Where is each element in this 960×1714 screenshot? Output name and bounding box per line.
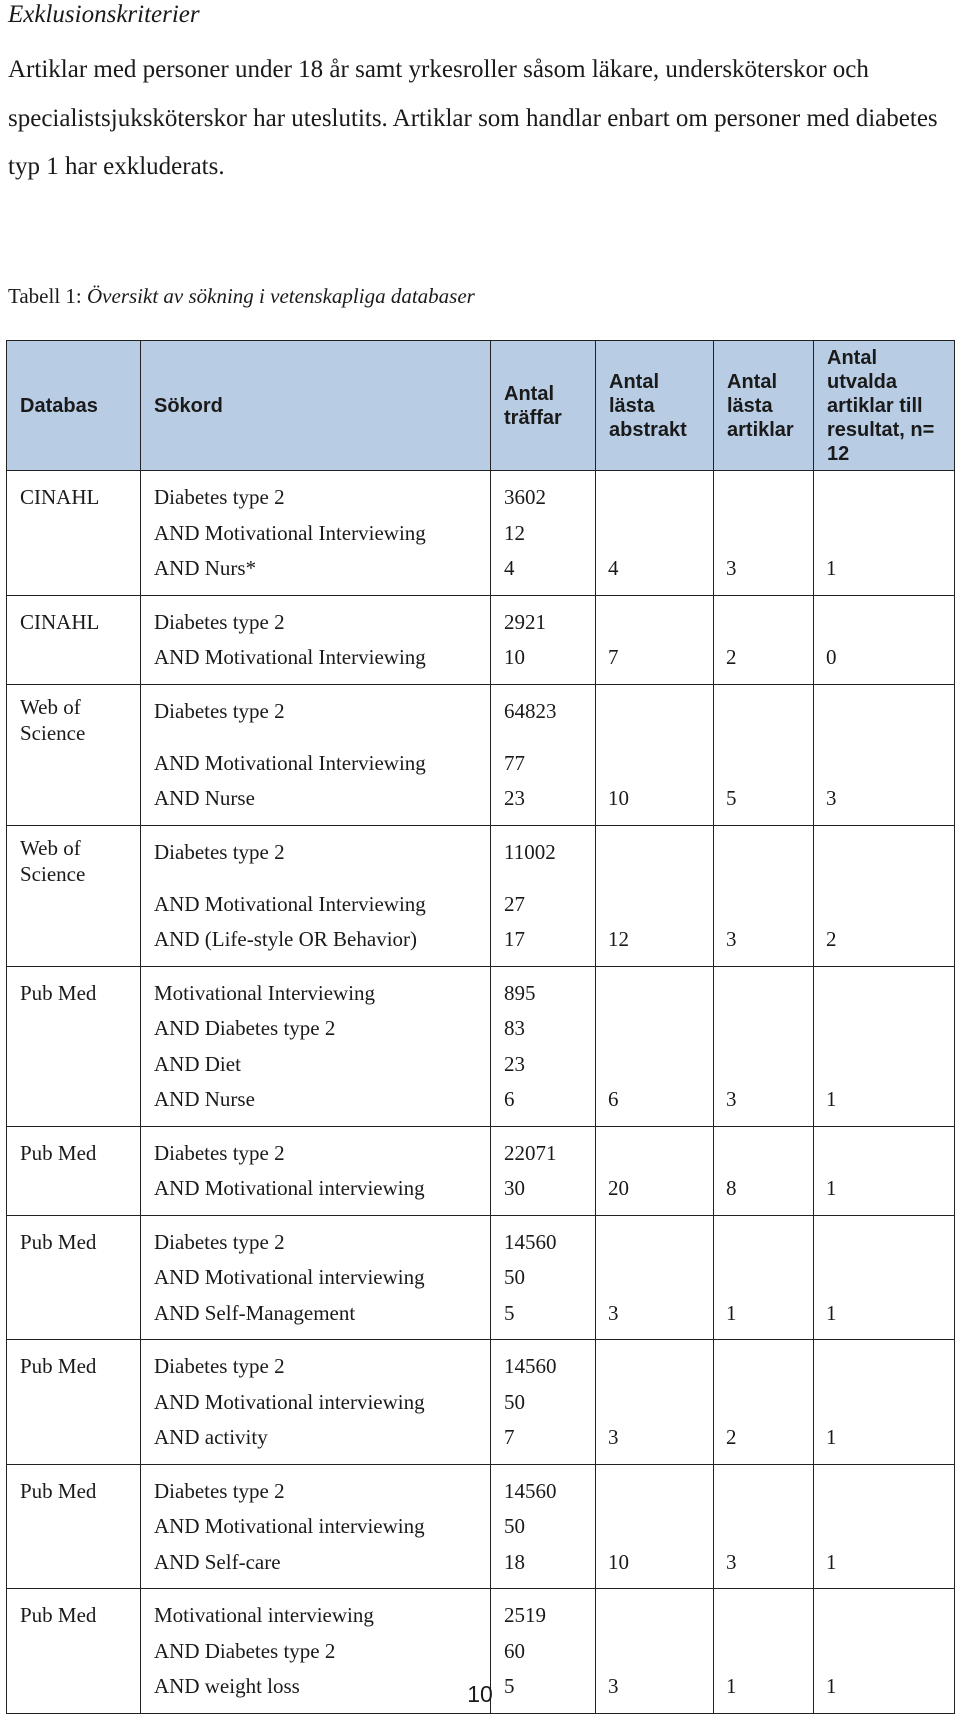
table-row (7, 1464, 955, 1509)
selected-cell: 3 (814, 781, 955, 825)
database-cell: Pub Med (7, 1464, 141, 1509)
search-term-cell: Motivational interviewing (141, 1589, 491, 1634)
search-group (7, 595, 955, 684)
table-row (7, 1634, 955, 1670)
page-number: 10 (467, 1681, 493, 1707)
selected-cell (814, 966, 955, 1011)
table-row (7, 684, 955, 746)
hits-cell: 64823 (491, 684, 596, 746)
selected-cell: 1 (814, 1420, 955, 1464)
table-row (7, 1589, 955, 1634)
abstracts-cell (596, 1340, 714, 1385)
database-cell: Web of Science (7, 684, 141, 746)
selected-cell: 1 (814, 1669, 955, 1713)
table-row (7, 781, 955, 825)
abstracts-cell (596, 595, 714, 640)
selected-cell (814, 1215, 955, 1260)
abstracts-cell (596, 1385, 714, 1421)
abstracts-cell (596, 516, 714, 552)
hits-cell: 17 (491, 922, 596, 966)
abstracts-cell (596, 684, 714, 746)
hits-cell: 5 (491, 1669, 596, 1713)
table-row (7, 516, 955, 552)
articles-cell (714, 746, 814, 782)
database-cell (7, 1634, 141, 1670)
selected-cell (814, 746, 955, 782)
section-heading: Exklusionskriterier (8, 1, 200, 28)
search-term-cell: AND Self-care (141, 1545, 491, 1589)
abstracts-cell: 10 (596, 1545, 714, 1589)
selected-cell (814, 1509, 955, 1545)
selected-cell (814, 1047, 955, 1083)
selected-cell: 1 (814, 1171, 955, 1215)
search-term-cell: AND Motivational interviewing (141, 1509, 491, 1545)
database-cell (7, 516, 141, 552)
search-group (7, 966, 955, 1126)
search-group (7, 1126, 955, 1215)
abstracts-cell (596, 825, 714, 887)
database-cell (7, 551, 141, 595)
table-row (7, 551, 955, 595)
header-sokord: Sökord (141, 341, 491, 471)
abstracts-cell (596, 887, 714, 923)
articles-cell (714, 887, 814, 923)
hits-cell: 14560 (491, 1464, 596, 1509)
selected-cell (814, 1634, 955, 1670)
search-term-cell: AND weight loss (141, 1669, 491, 1713)
table-row (7, 1509, 955, 1545)
database-cell: CINAHL (7, 471, 141, 516)
table-row (7, 1215, 955, 1260)
search-term-cell: AND Motivational Interviewing (141, 887, 491, 923)
selected-cell: 2 (814, 922, 955, 966)
search-term-cell: Diabetes type 2 (141, 1215, 491, 1260)
abstracts-cell (596, 1047, 714, 1083)
search-group (7, 684, 955, 825)
table-row (7, 1082, 955, 1126)
hits-cell: 60 (491, 1634, 596, 1670)
search-term-cell: AND Motivational interviewing (141, 1385, 491, 1421)
hits-cell: 11002 (491, 825, 596, 887)
caption-title: Översikt av sökning i vetenskapliga databaser (87, 284, 475, 308)
selected-cell: 1 (814, 551, 955, 595)
search-term-cell: AND Self-Management (141, 1296, 491, 1340)
database-cell (7, 1047, 141, 1083)
selected-cell (814, 1464, 955, 1509)
abstracts-cell (596, 1464, 714, 1509)
articles-cell: 3 (714, 1082, 814, 1126)
table-row (7, 471, 955, 516)
hits-cell: 83 (491, 1011, 596, 1047)
hits-cell: 4 (491, 551, 596, 595)
articles-cell (714, 1464, 814, 1509)
search-term-cell: AND Motivational Interviewing (141, 746, 491, 782)
database-cell: Pub Med (7, 966, 141, 1011)
database-cell (7, 887, 141, 923)
selected-cell (814, 1385, 955, 1421)
header-utvalda: Antal utvalda artiklar till resultat, n= 12 (814, 341, 955, 471)
database-cell (7, 1385, 141, 1421)
articles-cell (714, 1260, 814, 1296)
table-row (7, 1171, 955, 1215)
database-cell: Pub Med (7, 1215, 141, 1260)
hits-cell: 22071 (491, 1126, 596, 1171)
search-term-cell: AND activity (141, 1420, 491, 1464)
database-cell (7, 1082, 141, 1126)
search-term-cell: Motivational Interviewing (141, 966, 491, 1011)
header-row (7, 341, 955, 471)
search-term-cell: AND Nurs* (141, 551, 491, 595)
search-term-cell: AND Nurse (141, 1082, 491, 1126)
database-cell (7, 640, 141, 684)
search-term-cell: AND Nurse (141, 781, 491, 825)
database-cell (7, 1260, 141, 1296)
table-row (7, 640, 955, 684)
hits-cell: 23 (491, 1047, 596, 1083)
exclusion-paragraph: Artiklar med personer under 18 år samt yrkesroller såsom läkare, undersköterskor och specialistsjuksköterskor har uteslutits. Artiklar som handlar enbart om personer med diabetes typ 1 har exkluderats. (8, 56, 938, 180)
abstracts-cell: 7 (596, 640, 714, 684)
hits-cell: 2921 (491, 595, 596, 640)
selected-cell (814, 1340, 955, 1385)
articles-cell: 2 (714, 640, 814, 684)
hits-cell: 10 (491, 640, 596, 684)
hits-cell: 27 (491, 887, 596, 923)
database-cell (7, 1171, 141, 1215)
header-artiklar: Antal lästa artiklar (714, 341, 814, 471)
selected-cell (814, 825, 955, 887)
table-row (7, 966, 955, 1011)
articles-cell (714, 516, 814, 552)
selected-cell (814, 471, 955, 516)
hits-cell: 5 (491, 1296, 596, 1340)
selected-cell (814, 684, 955, 746)
selected-cell (814, 1011, 955, 1047)
search-group (7, 825, 955, 966)
database-cell: Web of Science (7, 825, 141, 887)
hits-cell: 7 (491, 1420, 596, 1464)
hits-cell: 30 (491, 1171, 596, 1215)
search-group (7, 471, 955, 596)
table-row (7, 1260, 955, 1296)
hits-cell: 18 (491, 1545, 596, 1589)
database-cell (7, 922, 141, 966)
articles-cell (714, 1385, 814, 1421)
database-cell (7, 1296, 141, 1340)
articles-cell: 1 (714, 1296, 814, 1340)
articles-cell (714, 1047, 814, 1083)
search-overview-table (6, 340, 955, 1714)
hits-cell: 895 (491, 966, 596, 1011)
articles-cell (714, 471, 814, 516)
search-term-cell: Diabetes type 2 (141, 471, 491, 516)
hits-cell: 3602 (491, 471, 596, 516)
table-caption (8, 282, 475, 310)
search-term-cell: Diabetes type 2 (141, 825, 491, 887)
table-row (7, 1340, 955, 1385)
table-row (7, 1047, 955, 1083)
articles-cell (714, 1340, 814, 1385)
table-row (7, 1545, 955, 1589)
selected-cell: 0 (814, 640, 955, 684)
search-term-cell: AND Motivational interviewing (141, 1260, 491, 1296)
search-term-cell: AND Diabetes type 2 (141, 1011, 491, 1047)
selected-cell (814, 1589, 955, 1634)
abstracts-cell: 3 (596, 1420, 714, 1464)
database-cell: Pub Med (7, 1589, 141, 1634)
search-term-cell: Diabetes type 2 (141, 595, 491, 640)
selected-cell: 1 (814, 1296, 955, 1340)
hits-cell: 6 (491, 1082, 596, 1126)
articles-cell (714, 966, 814, 1011)
hits-cell: 2519 (491, 1589, 596, 1634)
abstracts-cell (596, 1589, 714, 1634)
articles-cell: 8 (714, 1171, 814, 1215)
abstracts-cell (596, 1260, 714, 1296)
search-term-cell: Diabetes type 2 (141, 1464, 491, 1509)
hits-cell: 50 (491, 1260, 596, 1296)
articles-cell (714, 684, 814, 746)
search-group (7, 1340, 955, 1465)
articles-cell: 3 (714, 551, 814, 595)
header-traffar: Antal träffar (491, 341, 596, 471)
abstracts-cell (596, 1634, 714, 1670)
table-row (7, 1420, 955, 1464)
database-cell (7, 781, 141, 825)
search-term-cell: Diabetes type 2 (141, 684, 491, 746)
selected-cell (814, 1126, 955, 1171)
articles-cell (714, 1509, 814, 1545)
caption-label: Tabell 1: (8, 284, 82, 308)
search-term-cell: AND Diabetes type 2 (141, 1634, 491, 1670)
hits-cell: 14560 (491, 1340, 596, 1385)
abstracts-cell (596, 471, 714, 516)
database-cell (7, 1420, 141, 1464)
database-cell: Pub Med (7, 1340, 141, 1385)
search-term-cell: AND Diet (141, 1047, 491, 1083)
hits-cell: 50 (491, 1385, 596, 1421)
header-abstrakt: Antal lästa abstrakt (596, 341, 714, 471)
selected-cell: 1 (814, 1082, 955, 1126)
database-cell: Pub Med (7, 1126, 141, 1171)
abstracts-cell (596, 746, 714, 782)
hits-cell: 23 (491, 781, 596, 825)
abstracts-cell: 3 (596, 1669, 714, 1713)
articles-cell (714, 1215, 814, 1260)
hits-cell: 14560 (491, 1215, 596, 1260)
table-row (7, 1011, 955, 1047)
search-group (7, 1464, 955, 1589)
search-term-cell: Diabetes type 2 (141, 1340, 491, 1385)
table-row (7, 1296, 955, 1340)
abstracts-cell (596, 1126, 714, 1171)
selected-cell (814, 887, 955, 923)
articles-cell (714, 825, 814, 887)
search-group (7, 1215, 955, 1340)
abstracts-cell (596, 1509, 714, 1545)
selected-cell: 1 (814, 1545, 955, 1589)
articles-cell (714, 1011, 814, 1047)
search-term-cell: AND Motivational Interviewing (141, 516, 491, 552)
articles-cell (714, 1126, 814, 1171)
table-row (7, 595, 955, 640)
table-row (7, 887, 955, 923)
selected-cell (814, 1260, 955, 1296)
search-term-cell: Diabetes type 2 (141, 1126, 491, 1171)
abstracts-cell: 20 (596, 1171, 714, 1215)
search-term-cell: AND (Life-style OR Behavior) (141, 922, 491, 966)
articles-cell (714, 1634, 814, 1670)
abstracts-cell (596, 966, 714, 1011)
abstracts-cell: 3 (596, 1296, 714, 1340)
articles-cell: 2 (714, 1420, 814, 1464)
search-term-cell: AND Motivational Interviewing (141, 640, 491, 684)
table-row (7, 746, 955, 782)
table-row (7, 825, 955, 887)
abstracts-cell (596, 1215, 714, 1260)
selected-cell (814, 595, 955, 640)
articles-cell (714, 1589, 814, 1634)
table-row (7, 922, 955, 966)
articles-cell: 5 (714, 781, 814, 825)
table-row (7, 1385, 955, 1421)
articles-cell: 1 (714, 1669, 814, 1713)
hits-cell: 12 (491, 516, 596, 552)
hits-cell: 50 (491, 1509, 596, 1545)
abstracts-cell: 6 (596, 1082, 714, 1126)
database-cell: CINAHL (7, 595, 141, 640)
abstracts-cell: 12 (596, 922, 714, 966)
table-row (7, 1126, 955, 1171)
abstracts-cell (596, 1011, 714, 1047)
articles-cell: 3 (714, 922, 814, 966)
database-cell (7, 1011, 141, 1047)
database-cell (7, 1545, 141, 1589)
abstracts-cell: 4 (596, 551, 714, 595)
database-cell (7, 746, 141, 782)
articles-cell (714, 595, 814, 640)
abstracts-cell: 10 (596, 781, 714, 825)
articles-cell: 3 (714, 1545, 814, 1589)
selected-cell (814, 516, 955, 552)
search-term-cell: AND Motivational interviewing (141, 1171, 491, 1215)
database-cell (7, 1509, 141, 1545)
hits-cell: 77 (491, 746, 596, 782)
header-databas: Databas (7, 341, 141, 471)
